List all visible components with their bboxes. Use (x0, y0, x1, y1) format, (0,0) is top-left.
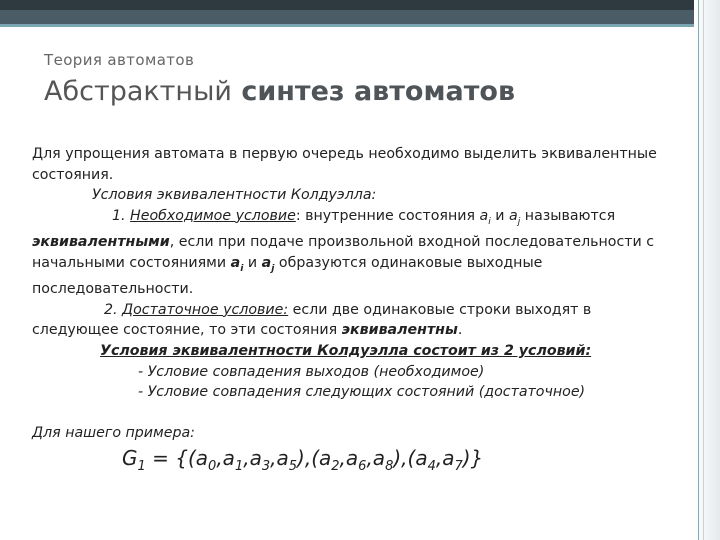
symbol-aj-2-sub: j (271, 262, 275, 274)
item2-label: Достаточное условие: (122, 301, 289, 318)
formula-s7: 7 (454, 459, 463, 474)
symbol-aj: a (509, 207, 518, 224)
top-accent-line (0, 24, 720, 27)
title-part-1: Абстрактный (44, 76, 232, 107)
and-2: и (243, 254, 262, 271)
title-part-2: синтез автоматов (231, 76, 516, 107)
item1-number: 1. (112, 207, 131, 224)
formula-g2: ),(a (297, 446, 332, 470)
partition-formula (122, 446, 483, 474)
condition-2-paragraph (32, 300, 682, 341)
right-decor-line-2 (703, 0, 704, 540)
formula-c1: ,a (216, 446, 235, 470)
formula-g3: ),(a (393, 446, 428, 470)
formula-lhs-sub: 1 (137, 459, 146, 474)
formula-s0: 0 (208, 459, 217, 474)
slide-subtitle: Теория автоматов (44, 51, 195, 69)
item2-equivalent: эквивалентны (341, 322, 458, 339)
right-decor-line (698, 0, 699, 540)
item2-number: 2. (104, 301, 123, 318)
spacer (32, 403, 682, 423)
item1-text-a: : внутренние состояния (295, 207, 480, 224)
item1-text-d: образуются одинаковые выходные последовательности. (32, 254, 543, 298)
summary-text: Условия эквивалентности Колдуэлла состоит из 2 условий: (100, 343, 592, 359)
and-1: и (490, 207, 510, 224)
intro-paragraph: Для упрощения автомата в первую очередь необходимо выделить эквивалентные состояния. (32, 146, 657, 183)
formula-s4: 4 (427, 459, 436, 474)
formula-c5: ,a (366, 446, 386, 470)
formula-eq: = {(a (145, 446, 209, 470)
item2-end: . (457, 322, 463, 339)
symbol-ai-2-sub: i (240, 262, 244, 274)
symbol-aj-2: a (261, 254, 272, 271)
formula-c6: ,a (435, 446, 455, 470)
item1-text-c: , если при подаче произвольной входной последовательности с начальными состояниями (32, 234, 655, 271)
formula-lhs: G (122, 446, 138, 470)
symbol-aj-sub: j (517, 215, 521, 227)
formula-s1: 1 (234, 459, 244, 474)
condition-1-paragraph (32, 206, 682, 300)
formula-s3: 3 (261, 459, 271, 474)
condition-list-item-2: - Условие совпадения следующих состояний (достаточное) (138, 384, 586, 401)
symbol-ai-sub: i (488, 215, 491, 227)
top-teal-bar (0, 10, 720, 24)
formula-c4: ,a (339, 446, 359, 470)
slide-body (32, 144, 682, 443)
top-dark-bar (0, 0, 720, 10)
formula-s5: 5 (288, 459, 298, 474)
formula-c2: ,a (243, 446, 262, 470)
item2-text-a: если две одинаковые строки выходят в следующее состояние, то эти состояния (32, 301, 592, 339)
formula-end: )} (462, 446, 484, 470)
formula-c3: ,a (270, 446, 289, 470)
formula-s8: 8 (385, 459, 394, 474)
summary-line (32, 341, 682, 362)
symbol-ai-2: a (230, 254, 241, 271)
item1-text-b: называются (520, 207, 616, 224)
condition-list-item-1: - Условие совпадения выходов (необходимое) (138, 363, 485, 380)
symbol-ai: a (479, 207, 489, 224)
equivalent-word: эквивалентными (32, 234, 170, 251)
formula-s2: 2 (331, 459, 340, 474)
example-label: Для нашего примера: (32, 424, 195, 441)
coldwell-heading: Условия эквивалентности Колдуэлла: (92, 187, 377, 204)
slide-title (44, 76, 515, 107)
formula-s6: 6 (358, 459, 367, 474)
item1-label: Необходимое условие (130, 207, 296, 224)
